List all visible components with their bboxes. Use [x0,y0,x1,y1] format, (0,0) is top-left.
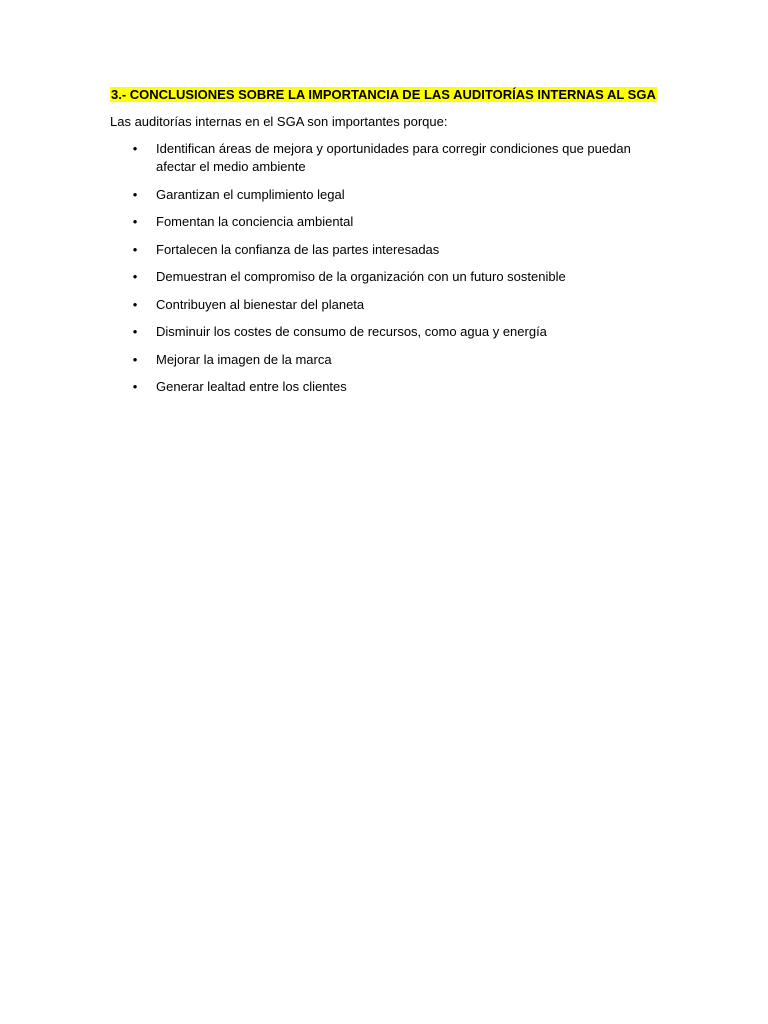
list-item-text: Fortalecen la confianza de las partes interesadas [156,241,440,257]
list-item-text: Demuestran el compromiso de la organización con un futuro sostenible [156,269,566,284]
bullet-icon: • [132,379,138,394]
section-heading [110,86,670,104]
list-item-text: Identifican áreas de mejora y oportunidades para corregir condiciones que puedan afectar el medio ambiente [156,141,631,174]
list-item [110,241,670,259]
list-item [110,268,670,286]
bullet-icon: • [132,296,138,312]
bullet-icon: • [132,186,138,202]
bullet-icon: • [132,351,138,367]
list-item [110,378,670,396]
list-item-text: Fomentan la conciencia ambiental [156,214,354,229]
list-item [110,323,670,341]
list-item [110,186,670,204]
list-item-text: Contribuyen al bienestar del planeta [156,296,365,312]
list-item-text: Mejorar la imagen de la marca [156,351,332,367]
document-body [110,86,670,406]
highlighted-heading-text: 3.- CONCLUSIONES SOBRE LA IMPORTANCIA DE LAS AUDITORÍAS INTERNAS AL SGA [111,87,656,102]
bullet-icon: • [132,214,138,229]
list-item [110,213,670,231]
conclusions-list [110,140,670,396]
list-item-text: Disminuir los costes de consumo de recursos, como agua y energía [156,324,547,339]
list-item [110,351,670,369]
list-item [110,140,670,176]
bullet-icon: • [132,324,138,339]
intro-paragraph: Las auditorías internas en el SGA son importantes porque: [110,114,448,129]
list-item-text: Generar lealtad entre los clientes [156,379,347,394]
bullet-icon: • [132,241,138,257]
bullet-icon: • [132,269,138,284]
bullet-icon: • [132,141,138,156]
list-item-text: Garantizan el cumplimiento legal [156,186,345,202]
list-item [110,296,670,314]
